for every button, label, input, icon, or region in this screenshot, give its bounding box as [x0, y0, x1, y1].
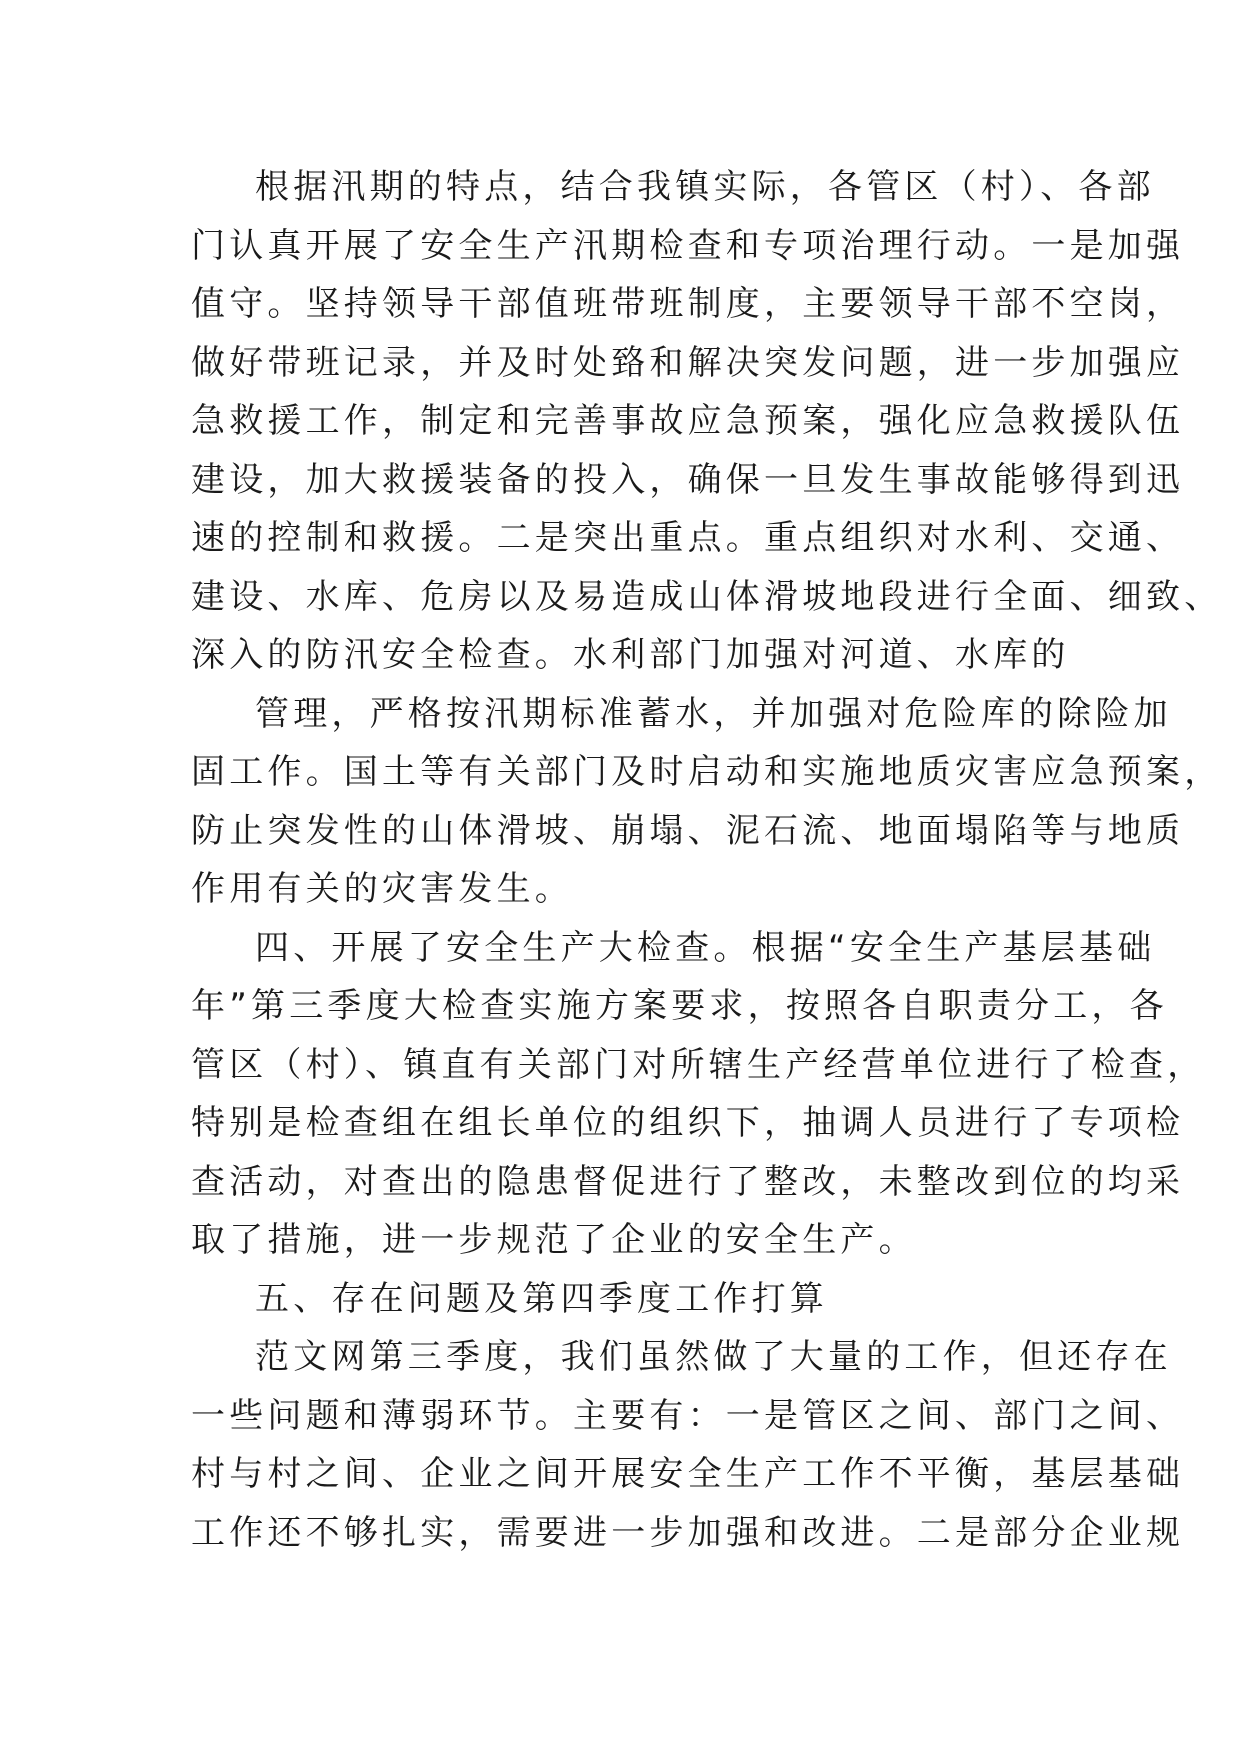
text-line: 四、开展了安全生产大检查。根据“安全生产基层基础	[255, 927, 1156, 968]
text-line: 急救援工作，制定和完善事故应急预案，强化应急救援队伍	[191, 401, 1185, 441]
body-text	[191, 158, 1223, 1562]
text-line: 范文网第三季度，我们虽然做了大量的工作，但还存在	[255, 1337, 1172, 1377]
text-line: 管区（村）、镇直有关部门对所辖生产经营单位进行了检查，	[191, 1044, 1206, 1085]
text-line: 值守。坚持领导干部值班带班制度，主要领导干部不空岗，	[191, 284, 1185, 324]
text-line: 速的控制和救援。二是突出重点。重点组织对水利、交通、	[191, 518, 1185, 558]
text-line: 查活动，对查出的隐患督促进行了整改，未整改到位的均采	[191, 1161, 1185, 1202]
text-line: 村与村之间、企业之间开展安全生产工作不平衡，基层基础	[191, 1454, 1185, 1494]
text-line: 特别是检查组在组长单位的组织下，抽调人员进行了专项检	[191, 1103, 1185, 1143]
text-line: 取了措施，进一步规范了企业的安全生产。	[191, 1220, 917, 1260]
text-line: 固工作。国土等有关部门及时启动和实施地质灾害应急预案，	[191, 752, 1223, 792]
text-line: 年”第三季度大检查实施方案要求，按照各自职责分工，各	[191, 986, 1168, 1026]
text-line: 根据汛期的特点，结合我镇实际，各管区（村）、各部	[255, 167, 1155, 207]
text-line: 深入的防汛安全检查。水利部门加强对河道、水库的	[191, 635, 1070, 675]
section-heading: 五、存在问题及第四季度工作打算	[255, 1278, 828, 1319]
text-line: 防止突发性的山体滑坡、崩塌、泥石流、地面塌陷等与地质	[191, 810, 1185, 851]
text-line: 做好带班记录，并及时处臵和解决突发问题，进一步加强应	[191, 342, 1185, 383]
text-line: 工作还不够扎实，需要进一步加强和改进。二是部分企业规	[191, 1512, 1185, 1553]
text-line: 管理，严格按汛期标准蓄水，并加强对危险库的除险加	[255, 693, 1172, 734]
text-line: 门认真开展了安全生产汛期检查和专项治理行动。一是加强	[191, 225, 1185, 266]
text-line: 作用有关的灾害发生。	[191, 869, 573, 909]
text-line: 建设、水库、危房以及易造成山体滑坡地段进行全面、细致、	[191, 576, 1223, 617]
text-line: 建设，加大救援装备的投入，确保一旦发生事故能够得到迅	[191, 459, 1185, 500]
text-line: 一些问题和薄弱环节。主要有：一是管区之间、部门之间、	[191, 1395, 1185, 1436]
